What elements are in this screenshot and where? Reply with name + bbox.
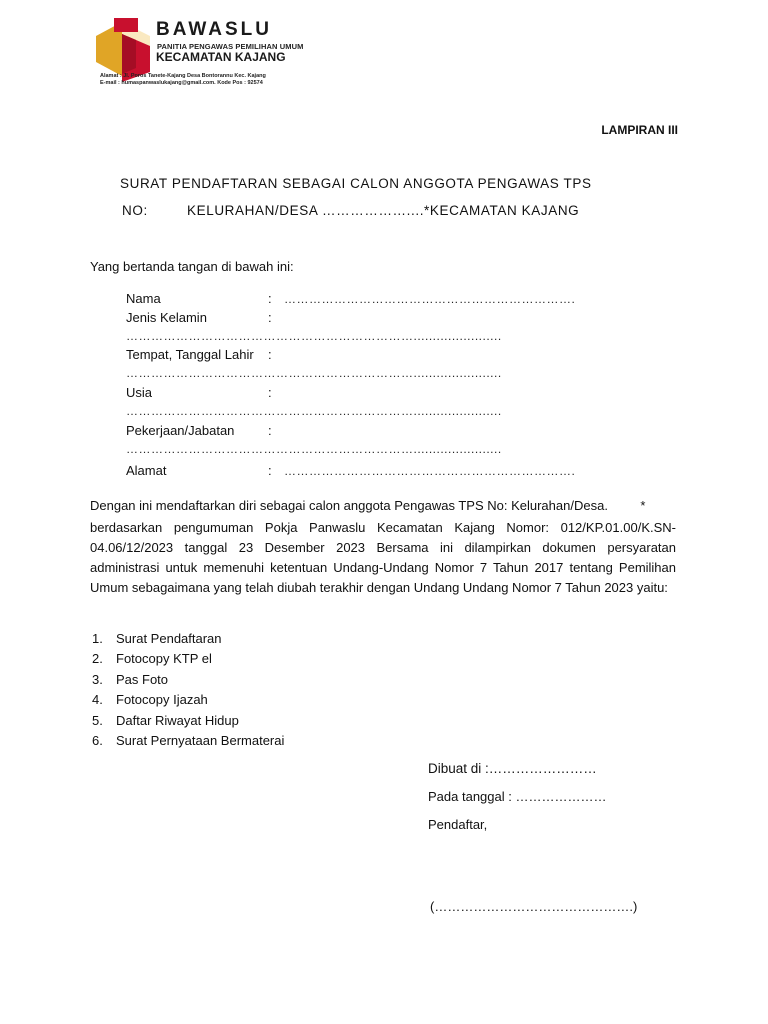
field-blank-alamat[interactable]: …………………………………………………………….	[284, 464, 576, 478]
field-colon: :	[268, 310, 272, 325]
field-blank-nama[interactable]: …………………………………………………………….	[284, 292, 576, 306]
signature-name-line[interactable]: (……………………………………….)	[430, 899, 638, 914]
field-label-jenis-kelamin: Jenis Kelamin	[126, 310, 207, 325]
logo-title: BAWASLU	[156, 19, 272, 40]
list-item: 4. Fotocopy Ijazah	[92, 692, 208, 708]
list-item: 5. Daftar Riwayat Hidup	[92, 712, 239, 728]
field-label-alamat: Alamat	[126, 463, 167, 478]
signature-date[interactable]: Pada tanggal : …………………	[428, 789, 607, 804]
field-blank-pekerjaan-jabatan[interactable]: …………………………………………………………….......................	[126, 442, 502, 456]
list-item: 6. Surat Pernyataan Bermaterai	[92, 732, 285, 748]
list-item: 2. Fotocopy KTP el	[92, 651, 212, 667]
field-blank-usia[interactable]: …………………………………………………………….......................	[126, 404, 502, 418]
field-label-pekerjaan-jabatan: Pekerjaan/Jabatan	[126, 423, 235, 438]
field-colon: :	[268, 385, 272, 400]
field-colon: :	[268, 423, 272, 438]
title-kelurahan-line: KELURAHAN/DESA ………………....*KECAMATAN KAJANG	[187, 203, 580, 218]
field-colon: :	[268, 463, 272, 478]
signature-place[interactable]: Dibuat di :……………………	[428, 761, 597, 776]
document-list	[92, 629, 284, 751]
signature-registrant-label: Pendaftar,	[428, 817, 488, 832]
field-colon: :	[268, 347, 272, 362]
field-label-nama: Nama	[126, 291, 161, 306]
logo-district: KECAMATAN KAJANG	[156, 50, 286, 64]
list-item: 1. Surat Pendaftaran	[92, 631, 222, 646]
field-label-usia: Usia	[126, 385, 153, 400]
body-paragraph	[90, 518, 676, 598]
field-blank-jenis-kelamin[interactable]: …………………………………………………………….......................	[126, 329, 502, 343]
email-line: E-mail : humaspanwaslukajang@gmail.com. Kode Pos : 92574	[100, 80, 263, 86]
intro-text: Yang bertanda tangan di bawah ini:	[90, 259, 294, 274]
field-colon: :	[268, 291, 272, 306]
document-title: SURAT PENDAFTARAN SEBAGAI CALON ANGGOTA PENGAWAS TPS	[120, 176, 592, 191]
list-item: 3. Pas Foto	[92, 671, 169, 687]
address-line: Alamat : Jl. Poros Tanete-Kajang Desa Bontorannu Kec. Kajang	[100, 73, 266, 79]
field-label-tempat-tanggal-lahir: Tempat, Tanggal Lahir	[126, 347, 254, 362]
field-blank-tempat-tanggal-lahir[interactable]: …………………………………………………………….......................	[126, 366, 502, 380]
body-first-line: Dengan ini mendaftarkan diri sebagai calon anggota Pengawas TPS No: Kelurahan/Desa. *	[90, 498, 646, 513]
lampiran-label: LAMPIRAN III	[601, 123, 678, 137]
body-paragraph-text: berdasarkan pengumuman Pokja Panwaslu Kecamatan Kajang Nomor: 012/KP.01.00/K.SN-04.06/12/2023 tanggal 23 Desember 2023 Bersama ini dilampirkan dokumen persyaratan administrasi untuk memenuhi ketentuan Undang-Undang Nomor 7 Tahun 2017 tentang Pemilihan Umum sebagaimana yang telah diubah terakhir dengan Undang Undang Nomor 7 Tahun 2023 yaitu:	[90, 520, 676, 595]
logo-subtitle: PANITIA PENGAWAS PEMILIHAN UMUM	[157, 42, 304, 51]
title-no-label: NO:	[122, 203, 148, 218]
